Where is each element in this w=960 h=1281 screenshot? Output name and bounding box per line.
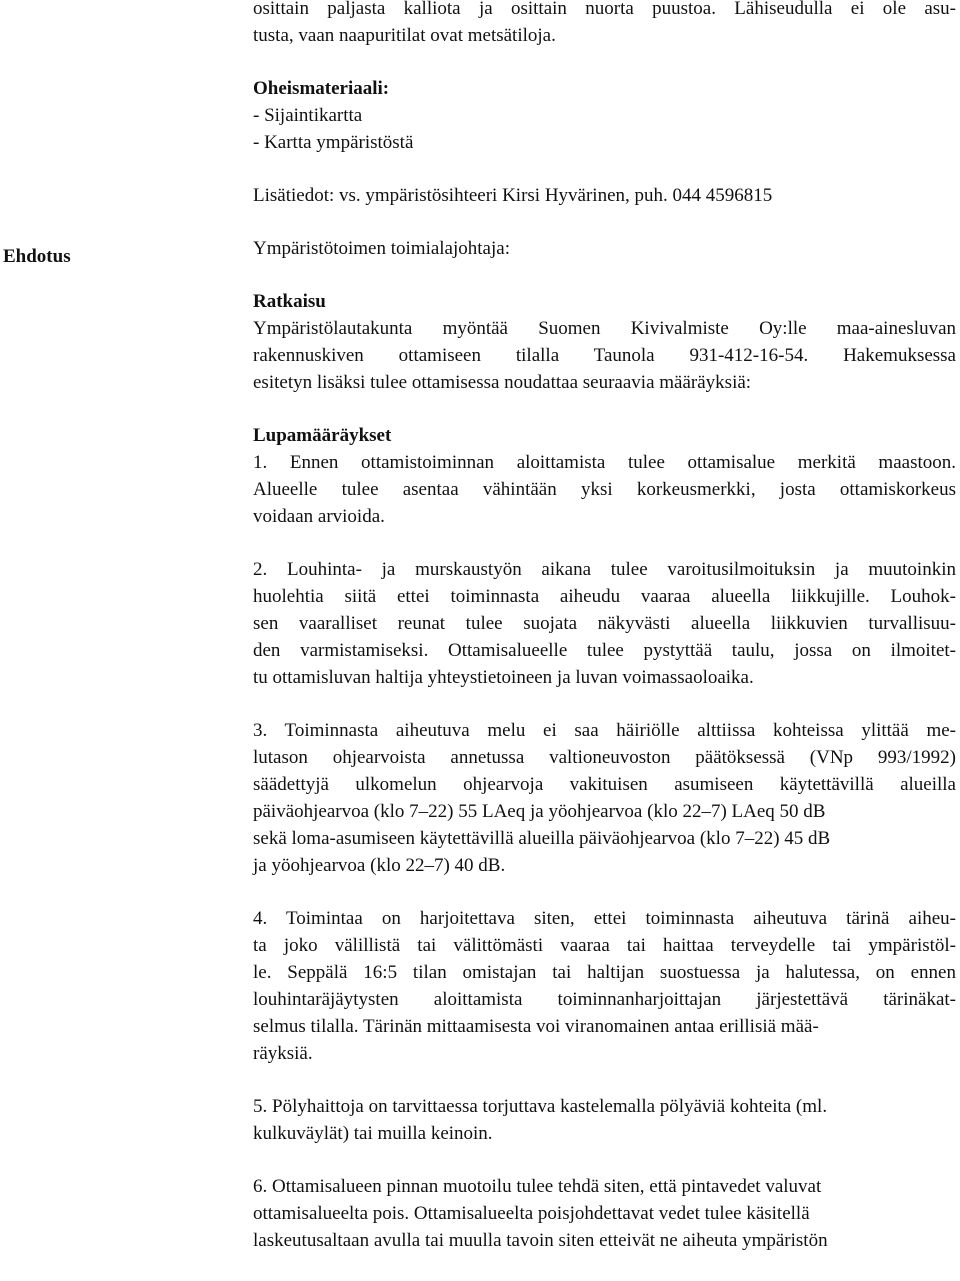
- condition-item-6: [253, 1173, 956, 1254]
- side-heading: Ehdotus: [3, 246, 71, 267]
- text-line: 3. Toiminnasta aiheutuva melu ei saa häiriölle alttiissa kohteissa ylittää me-: [253, 720, 956, 741]
- text-line: le. Seppälä 16:5 tilan omistajan tai haltijan suostuessa ja halutessa, on ennen: [253, 962, 956, 983]
- condition-item-3: [253, 717, 956, 879]
- text-line: den varmistamiseksi. Ottamisalueelle tulee pystyttää taulu, jossa on ilmoitet-: [253, 640, 956, 661]
- conditions-heading: Lupamääräykset: [253, 425, 392, 446]
- text-line: rakennuskiven ottamiseen tilalla Taunola 931-412-16-54. Hakemuksessa: [253, 345, 956, 366]
- contact-info: Lisätiedot: vs. ympäristösihteeri Kirsi Hyvärinen, puh. 044 4596815: [253, 185, 773, 206]
- text-line: Ympäristölautakunta myöntää Suomen Kivivalmiste Oy:lle maa-ainesluvan: [253, 318, 956, 339]
- text-line: räyksiä.: [253, 1043, 313, 1064]
- spacer: [253, 691, 956, 717]
- text-line: ta joko välillistä tai välittömästi vaaraa tai haittaa terveydelle tai ympäristöl-: [253, 935, 956, 956]
- text-line: 6. Ottamisalueen pinnan muotoilu tulee tehdä siten, että pintavedet valuvat: [253, 1176, 822, 1197]
- text-line: ottamisalueelta pois. Ottamisalueelta poisjohdettavat vedet tulee käsitellä: [253, 1203, 810, 1224]
- text-line: huolehtia siitä ettei toiminnasta aiheudu vaaraa alueella liikkujille. Louhok-: [253, 586, 956, 607]
- text-line: 2. Louhinta- ja murskaustyön aikana tulee varoitusilmoituksin ja muutoinkin: [253, 559, 956, 580]
- spacer: [253, 396, 956, 422]
- proposer-title: Ympäristötoimen toimialajohtaja:: [253, 238, 510, 259]
- text-line: tusta, vaan naapuritilat ovat metsätiloja.: [253, 25, 556, 46]
- condition-item-5: [253, 1093, 956, 1147]
- conditions-section: [253, 422, 956, 1254]
- text-line: ja yöohjearvoa (klo 22–7) 40 dB.: [253, 855, 506, 876]
- spacer: [253, 1147, 956, 1173]
- text-line: laskeutusaltaan avulla tai muulla tavoin siten etteivät ne aiheuta ympäristön: [253, 1230, 828, 1251]
- attachments-section: [253, 75, 956, 156]
- text-line: Alueelle tulee asentaa vähintään yksi korkeusmerkki, josta ottamiskorkeus: [253, 479, 956, 500]
- text-line: sen vaaralliset reunat tulee suojata näkyvästi alueella liikkuvien turvallisuu-: [253, 613, 956, 634]
- text-line: louhintaräjäytysten aloittamista toiminnanharjoittajan järjestettävä tärinäkat-: [253, 989, 956, 1010]
- decision-section: [253, 288, 956, 396]
- spacer: [253, 209, 956, 235]
- spacer: [253, 156, 956, 182]
- condition-item-4: [253, 905, 956, 1067]
- text-line: lutason ohjearvoista annetussa valtioneuvoston päätöksessä (VNp 993/1992): [253, 747, 956, 768]
- text-line: voidaan arvioida.: [253, 506, 385, 527]
- attachment-item: - Kartta ympäristöstä: [253, 132, 414, 153]
- text-line: 4. Toimintaa on harjoitettava siten, ettei toiminnasta aiheutuva tärinä aiheu-: [253, 908, 956, 929]
- text-line: 5. Pölyhaittoja on tarvittaessa torjuttava kastelemalla pölyäviä kohteita (ml.: [253, 1096, 828, 1117]
- text-line: esitetyn lisäksi tulee ottamisessa noudattaa seuraavia määräyksiä:: [253, 372, 752, 393]
- attachments-heading: Oheismateriaali:: [253, 78, 390, 99]
- body-column: [253, 0, 956, 1254]
- text-line: päiväohjearvoa (klo 7–22) 55 LAeq ja yöohjearvoa (klo 22–7) LAeq 50 dB: [253, 801, 826, 822]
- condition-item-2: [253, 556, 956, 691]
- spacer: [253, 262, 956, 288]
- text-line: osittain paljasta kalliota ja osittain nuorta puustoa. Lähiseudulla ei ole asu-: [253, 0, 956, 19]
- text-line: sekä loma-asumiseen käytettävillä alueilla päiväohjearvoa (klo 7–22) 45 dB: [253, 828, 831, 849]
- spacer: [253, 530, 956, 556]
- text-line: säädettyjä ulkomelun ohjearvoja vakituisen asumiseen käytettävillä alueilla: [253, 774, 956, 795]
- spacer: [253, 1067, 956, 1093]
- text-line: kulkuväylät) tai muilla keinoin.: [253, 1123, 493, 1144]
- spacer: [253, 879, 956, 905]
- text-line: 1. Ennen ottamistoiminnan aloittamista tulee ottamisalue merkitä maastoon.: [253, 452, 956, 473]
- intro-paragraph: [253, 0, 956, 49]
- spacer: [253, 49, 956, 75]
- attachment-item: - Sijaintikartta: [253, 105, 363, 126]
- decision-heading: Ratkaisu: [253, 291, 326, 312]
- text-line: tu ottamisluvan haltija yhteystietoineen ja luvan voimassaoloaika.: [253, 667, 754, 688]
- condition-item-1: [253, 449, 956, 530]
- text-line: selmus tilalla. Tärinän mittaamisesta voi viranomainen antaa erillisiä mää-: [253, 1016, 819, 1037]
